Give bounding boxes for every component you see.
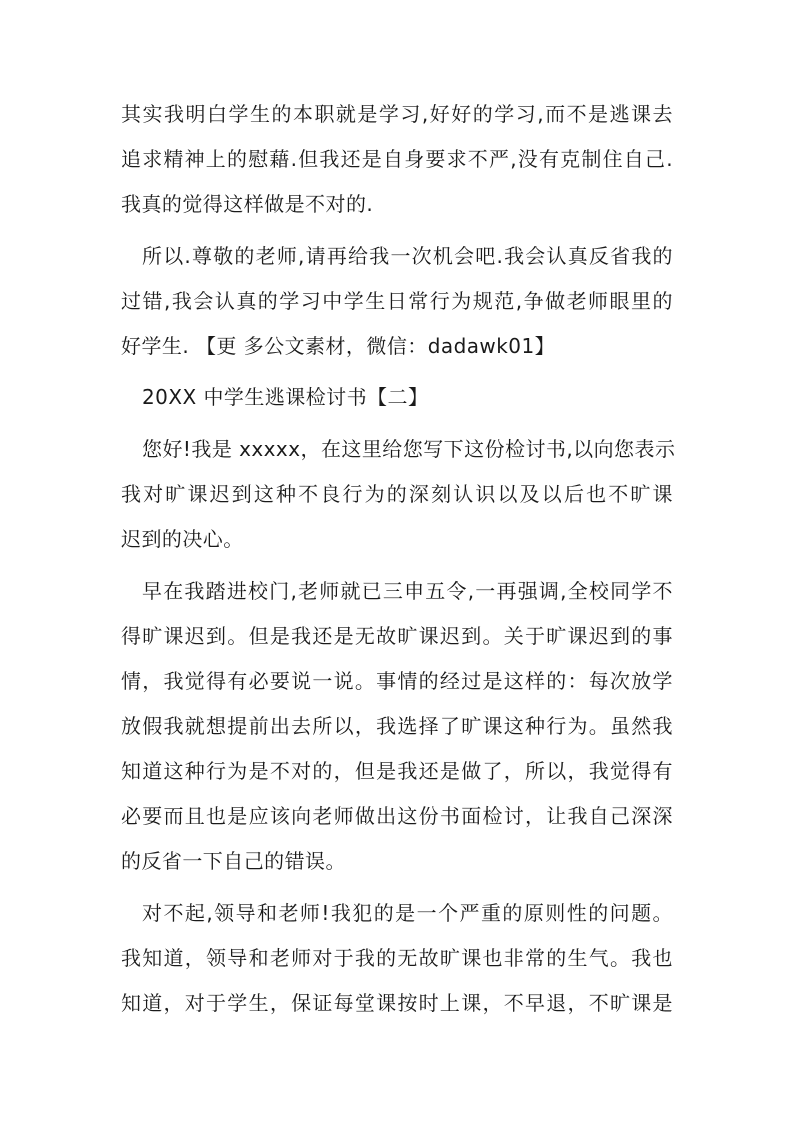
paragraph-line: 我真的觉得这样做是不对的. (121, 192, 374, 216)
paragraph-line: 您好!我是 xxxxx，在这里给您写下这份检讨书,以向您表示 (142, 437, 676, 461)
paragraph-line: 好学生. 【更 多公文素材，微信：dadawk01】 (121, 334, 556, 358)
paragraph-line: 早在我踏进校门,老师就已三申五令,一再强调,全校同学不 (142, 579, 673, 603)
paragraph-line: 我知道，领导和老师对于我的无故旷课也非常的生气。我也 (121, 946, 673, 970)
paragraph-line: 得旷课迟到。但是我还是无故旷课迟到。关于旷课迟到的事 (121, 624, 673, 648)
paragraph-line: 必要而且也是应该向老师做出这份书面检讨，让我自己深深 (121, 804, 673, 828)
paragraph-line: 放假我就想提前出去所以，我选择了旷课这种行为。虽然我 (121, 714, 673, 738)
paragraph-line: 所以.尊敬的老师,请再给我一次机会吧.我会认真反省我的 (142, 244, 673, 268)
paragraph-line: 的反省一下自己的错误。 (121, 849, 346, 873)
paragraph-line: 我对旷课迟到这种不良行为的深刻认识以及以后也不旷课 (121, 482, 673, 506)
paragraph-line: 其实我明白学生的本职就是学习,好好的学习,而不是逃课去 (121, 102, 673, 126)
paragraph-line: 知道，对于学生，保证每堂课按时上课，不早退，不旷课是 (121, 991, 673, 1015)
paragraph-line: 情，我觉得有必要说一说。事情的经过是这样的：每次放学 (121, 669, 673, 693)
paragraph-line: 对不起,领导和老师!我犯的是一个严重的原则性的问题。 (142, 901, 673, 925)
section-heading: 20XX 中学生逃课检讨书【二】 (142, 385, 429, 409)
paragraph-line: 追求精神上的慰藉.但我还是自身要求不严,没有克制住自己. (121, 147, 673, 171)
paragraph-line: 迟到的决心。 (121, 527, 244, 551)
paragraph-line: 过错,我会认真的学习中学生日常行为规范,争做老师眼里的 (121, 289, 673, 313)
paragraph-line: 知道这种行为是不对的，但是我还是做了，所以，我觉得有 (121, 759, 673, 783)
